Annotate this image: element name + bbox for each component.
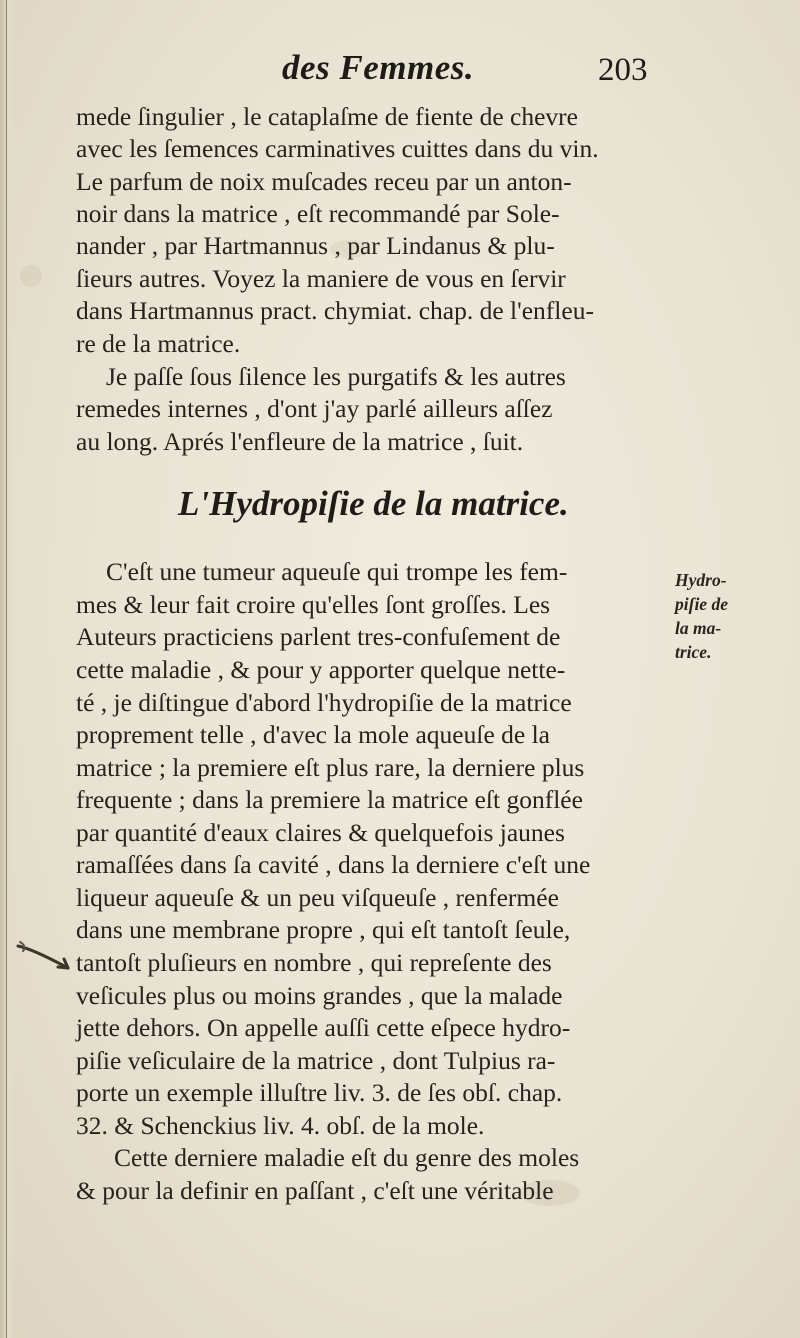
text-line: veſicules plus ou moins grandes , que la malade bbox=[76, 981, 563, 1010]
text-line: piſie veſiculaire de la matrice , dont Tulpius ra- bbox=[76, 1046, 556, 1075]
text-line: nander , par Hartmannus , par Lindanus & plu- bbox=[76, 231, 555, 260]
text-line: jette dehors. On appelle auſſi cette eſpece hydro- bbox=[76, 1013, 571, 1042]
text-line: cette maladie , & pour y apporter quelque nette- bbox=[76, 655, 566, 684]
binding-rule bbox=[6, 0, 7, 1338]
text-line: remedes internes , d'ont j'ay parlé ailleurs aſſez bbox=[76, 394, 553, 423]
text-line: porte un exemple illuſtre liv. 3. de ſes obſ. chap. bbox=[76, 1078, 563, 1107]
text-line: Cette derniere maladie eſt du genre des moles bbox=[114, 1143, 580, 1172]
text-line: Le parfum de noix muſcades receu par un anton- bbox=[76, 167, 572, 196]
text-line: 32. & Schenckius liv. 4. obſ. de la mole. bbox=[76, 1111, 485, 1140]
text-line: tantoſt pluſieurs en nombre , qui repreſente des bbox=[76, 948, 552, 977]
text-line: ſieurs autres. Voyez la maniere de vous en ſervir bbox=[76, 264, 566, 293]
text-line: proprement telle , d'avec la mole aqueuſe de la bbox=[76, 720, 551, 749]
marginal-note-line: trice. bbox=[675, 642, 712, 662]
text-line: liqueur aqueuſe & un peu viſqueuſe , renfermée bbox=[76, 883, 559, 912]
binding-edge bbox=[0, 0, 14, 1338]
text-line: Auteurs practiciens parlent tres-confuſement de bbox=[76, 622, 561, 651]
text-line: Je paſſe ſous ſilence les purgatifs & les autres bbox=[106, 362, 566, 391]
text-line: par quantité d'eaux claires & quelquefois jaunes bbox=[76, 818, 565, 847]
text-line: té , je diſtingue d'abord l'hydropiſie de la matrice bbox=[76, 688, 572, 717]
handwritten-arrow-mark bbox=[14, 938, 74, 978]
text-line: mede ſingulier , le cataplaſme de fiente de chevre bbox=[76, 102, 578, 131]
marginal-note-line: Hydro- bbox=[675, 570, 727, 590]
text-line: dans Hartmannus pract. chymiat. chap. de l'enfleu- bbox=[76, 296, 594, 325]
marginal-note-line: la ma- bbox=[675, 618, 722, 638]
text-line: C'eſt une tumeur aqueuſe qui trompe les fem- bbox=[106, 557, 568, 586]
section-title: L'Hydropiſie de la matrice. bbox=[178, 484, 569, 523]
paper-stain bbox=[20, 265, 42, 287]
page-number: 203 bbox=[598, 52, 648, 88]
marginal-note-line: piſie de bbox=[675, 594, 728, 614]
text-line: ramaſſées dans ſa cavité , dans la derniere c'eſt une bbox=[76, 850, 591, 879]
text-line: re de la matrice. bbox=[76, 329, 241, 358]
text-line: matrice ; la premiere eſt plus rare, la derniere plus bbox=[76, 753, 585, 782]
text-line: dans une membrane propre , qui eſt tantoſt ſeule, bbox=[76, 915, 571, 944]
text-line: noir dans la matrice , eſt recommandé par Sole- bbox=[76, 199, 560, 228]
marginal-note bbox=[675, 568, 785, 664]
running-head: des Femmes. bbox=[282, 48, 475, 87]
text-line: au long. Aprés l'enfleure de la matrice , ſuit. bbox=[76, 427, 524, 456]
text-line: & pour la definir en paſſant , c'eſt une véritable bbox=[76, 1176, 554, 1205]
text-line: frequente ; dans la premiere la matrice eſt gonflée bbox=[76, 785, 583, 814]
text-line: mes & leur fait croire qu'elles ſont groſſes. Les bbox=[76, 590, 551, 619]
text-line: avec les ſemences carminatives cuittes dans du vin. bbox=[76, 134, 599, 163]
